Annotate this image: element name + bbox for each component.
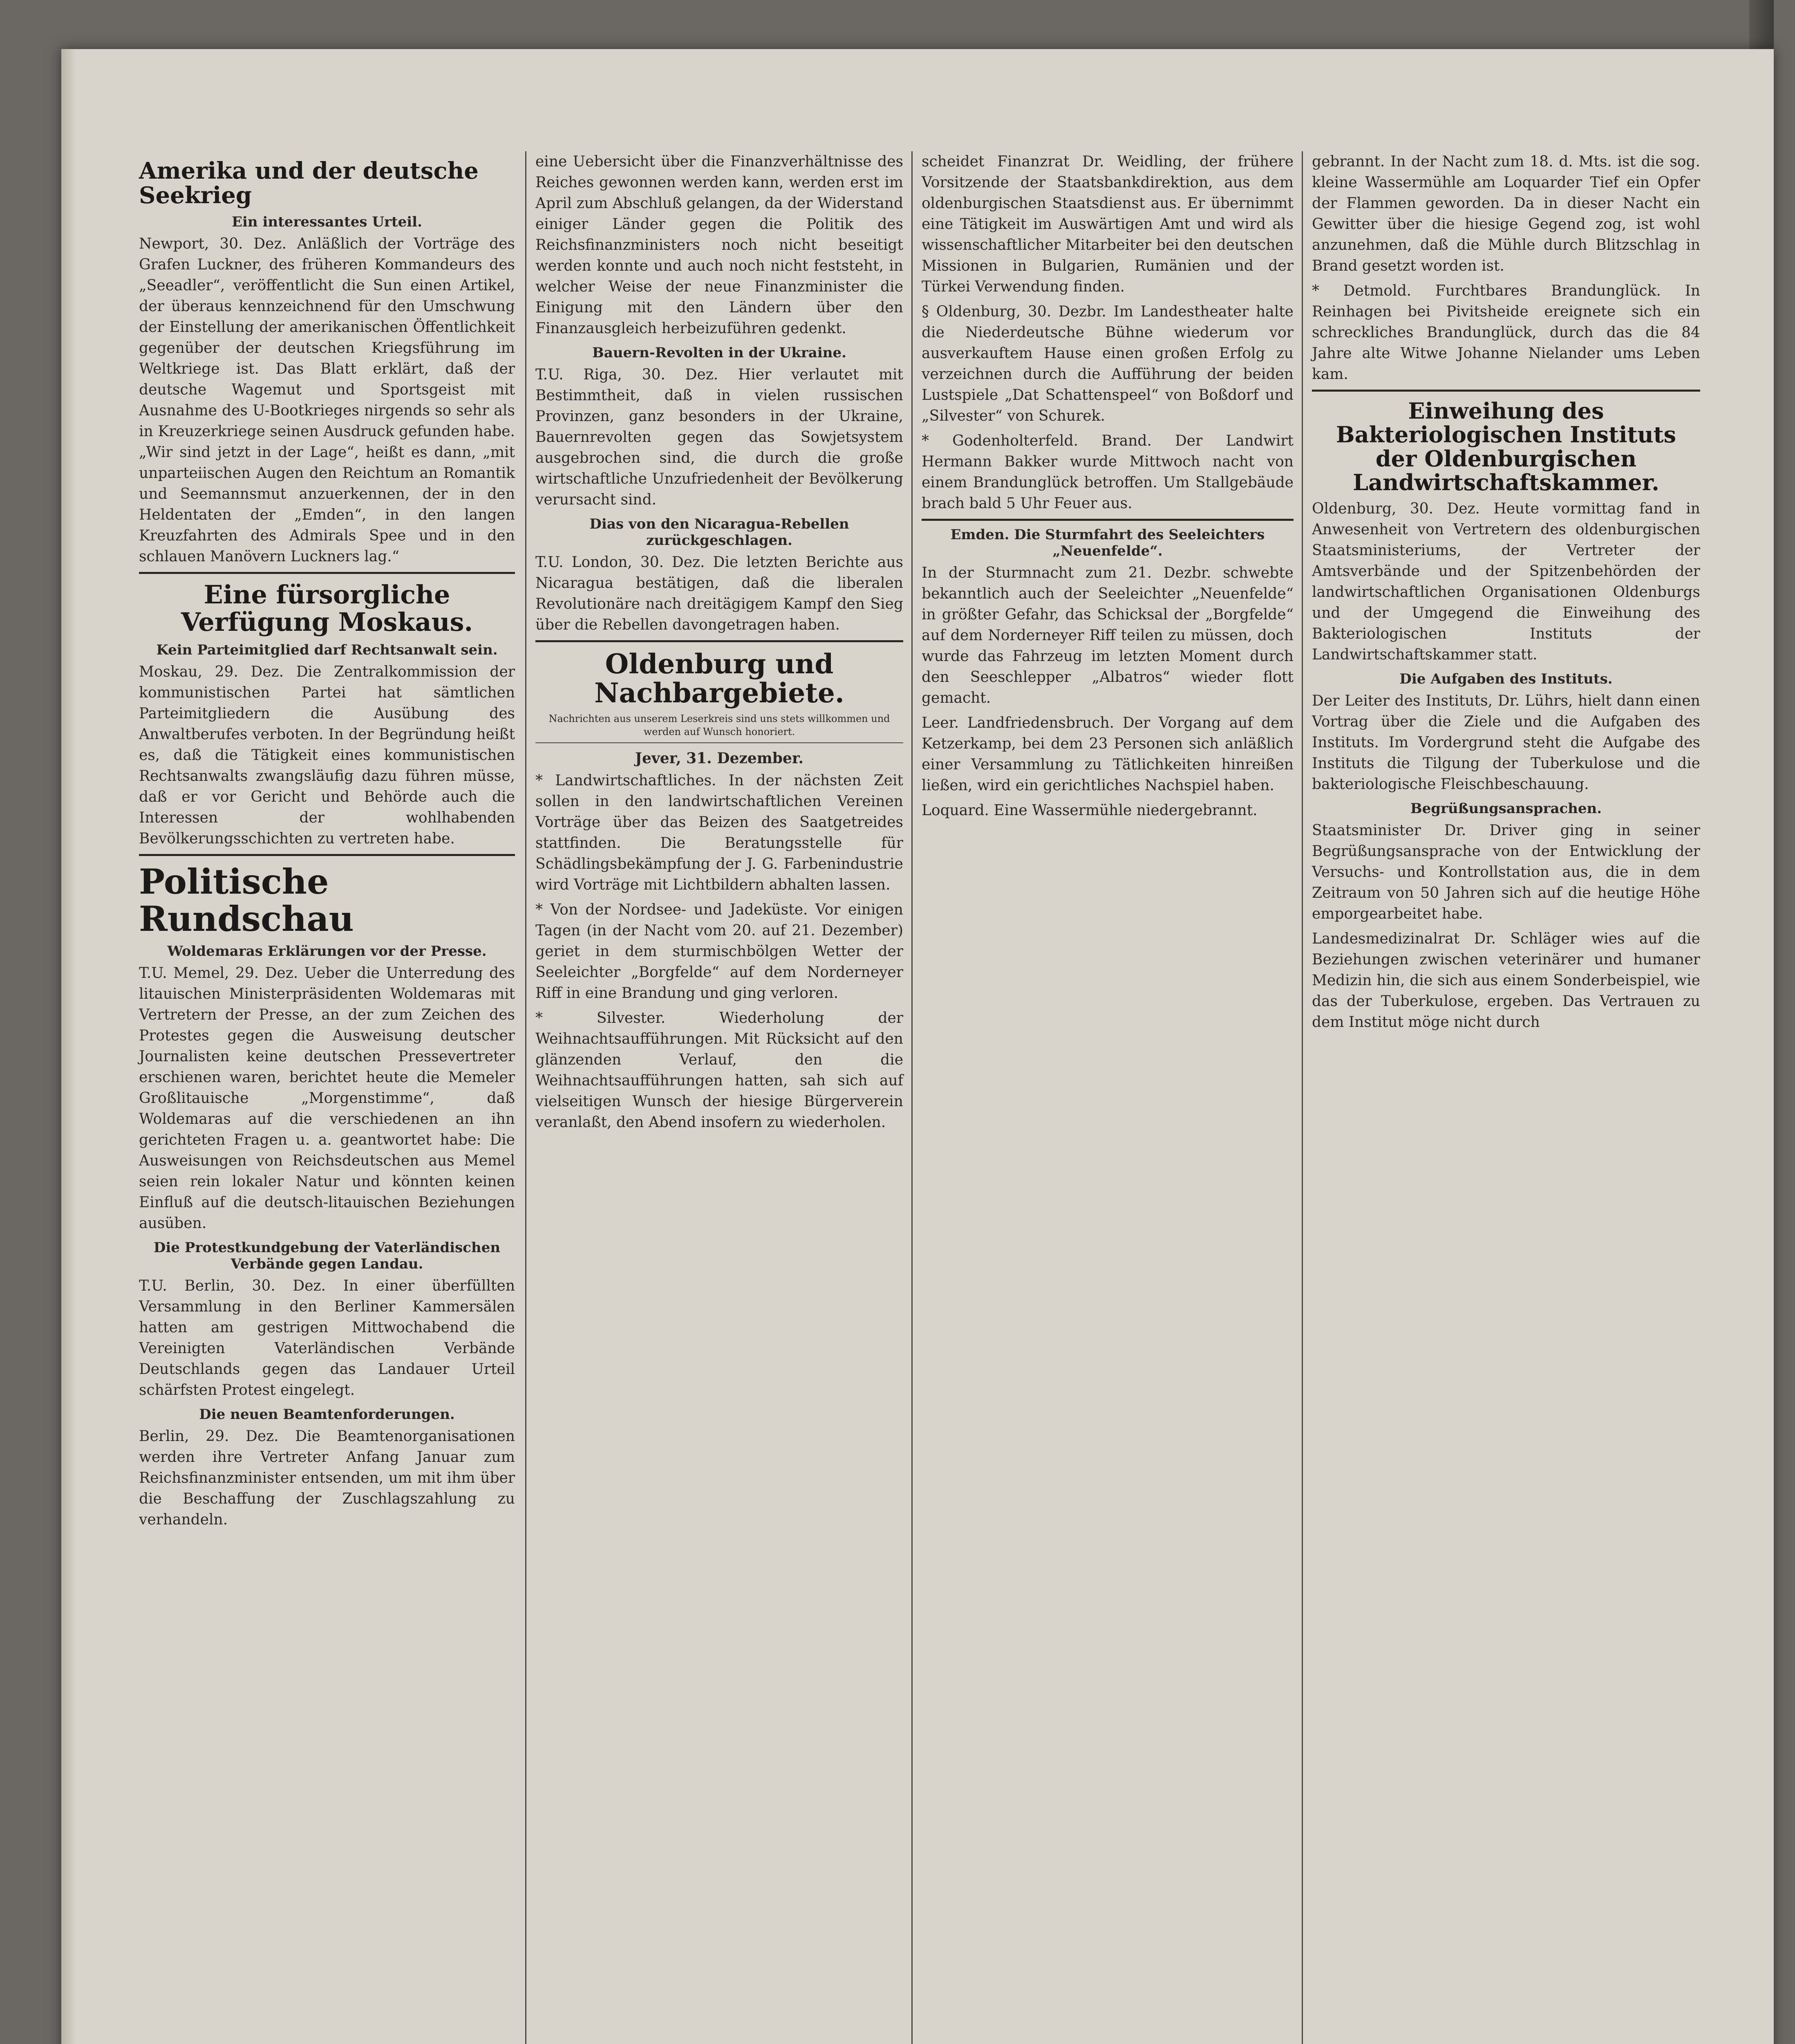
article-driver: Staatsminister Dr. Driver ging in seiner Begrüßungsansprache von der Entwicklung der Versuchs- und Kontrollstation aus, die in dem Zeitraum von 50 Jahren sich auf die heutige Höhe emporgearbeitet habe. [1312, 822, 1700, 923]
divider [922, 519, 1294, 521]
page-gutter [61, 49, 76, 2044]
article-berlin-protest: T.U. Berlin, 30. Dez. In einer überfüllten Versammlung in den Berliner Kammersälen hatten am gestrigen Mittwochabend die Vereinigten Vaterländischen Verbände Deutschlands gegen das Landauer Urteil schärfsten Protest eingelegt. [139, 1278, 515, 1399]
article-moskau: Moskau, 29. Dez. Die Zentralkommission der kommunistischen Partei hat sämtlichen Parteimitgliedern die Ausübung des Anwaltberufes verboten. In der Begründung heißt es, daß die Tätigkeit eines kommunistischen Rechtsanwalts zwangsläufig dazu führen müsse, daß er vor Gericht und Behörde auch die Interessen der wohlhabenden Bevölkerungsschichten zu vertreten habe. [139, 663, 515, 847]
headline-institut: Einweihung des Bakteriologischen Instituts der Oldenburgischen Landwirtschaftskammer. [1336, 398, 1676, 495]
subhead-begruessung: Begrüßungsansprachen. [1410, 800, 1602, 817]
subhead-woldemaras: Woldemaras Erklärungen vor der Presse. [167, 943, 487, 960]
article-leer: Leer. Landfriedensbruch. Der Vorgang auf dem Ketzerkamp, bei dem 23 Personen sich anläßlich einer Versammlung zu Tätlichkeiten hinreißen ließen, wird ein gerichtliches Nachspiel haben. [922, 715, 1294, 794]
dateline-jever: Jever, 31. Dezember. [635, 749, 804, 767]
headline-moskau: Eine fürsorgliche Verfügung Moskaus. [181, 579, 473, 637]
headline-rundschau: Politische Rundschau [139, 861, 354, 939]
article-emden: In der Sturmnacht zum 21. Dezbr. schwebte bekanntlich auch der Seeleichter „Neuenfelde“ in größter Gefahr, das Schicksal der „Borgfelde“ auf dem Norderneyer Riff teilen zu müssen, doch wurde das Fahrzeug im letzten Moment durch den Seeschlepper „Albatros“ wieder flott gemacht. [922, 565, 1294, 706]
article-finanzen: eine Uebersicht über die Finanzverhältnisse des Reiches gewonnen werden kann, werden erst im April zum Abschluß gelangen, da der Widerstand einiger Länder gegen die Politik des Reichsfinanzministers noch nicht beseitigt werden konnte und auch noch nicht feststeht, in welcher Weise der neue Finanzminister die Einigung mit den Ländern über den Finanzausgleich herbeizuführen gedenkt. [535, 153, 903, 337]
column-1 [139, 151, 515, 1534]
subhead-urteil: Ein interessantes Urteil. [232, 213, 422, 230]
article-seekrieg: Newport, 30. Dez. Anläßlich der Vorträge des Grafen Luckner, des früheren Kommandeurs des „Seeadler“, veröffentlicht die Sun einen Artikel, der überaus kennzeichnend für den Umschwung der Einstellung der amerikanischen Öffentlichkeit gegenüber der deutschen Kriegsführung im Weltkriege ist. Das Blatt erklärt, daß der deutsche Wagemut und Sportsgeist mit Ausnahme des U-Bootkrieges nirgends so sehr als in Kreuzerkriege seinen Ausdruck gefunden habe. „Wir sind jetzt in der Lage“, heißt es dann, „mit unparteiischen Augen den Reichtum an Romantik und Seemannsmut anzuerkennen, der in den Heldentaten der „Emden“, in den langen Kreuzfahrten des Admirals Spee und in den schlauen Manövern Luckners lag.“ [139, 235, 515, 565]
article-nicaragua: T.U. London, 30. Dez. Die letzten Berichte aus Nicaragua bestätigen, daß die liberalen Revolutionäre nach dreitägigem Kampf den Sieg über die Rebellen davongetragen haben. [535, 554, 903, 633]
divider [139, 572, 515, 574]
article-detmold: * Detmold. Furchtbares Brandunglück. In Reinhagen bei Pivitsheide ereignete sich ein schreckliches Brandunglück, durch das die 84 Jahre alte Witwe Johanne Nielander ums Leben kam. [1312, 282, 1700, 383]
article-institut: Oldenburg, 30. Dez. Heute vormittag fand in Anwesenheit von Vertretern des oldenburgischen Staatsministeriums, der Vertreter der Amtsverbände und der Spitzenbehörden der landwirtschaftlichen Organisationen Oldenburgs und der Umgegend die Einweihung des Bakteriologischen Instituts der Landwirtschaftskammer statt. [1312, 500, 1700, 663]
headline-oldenburg: Oldenburg und Nachbargebiete. [594, 648, 844, 709]
subhead-protest: Die Protestkundgebung der Vaterländischen Verbände gegen Landau. [153, 1239, 501, 1273]
article-ukraine: T.U. Riga, 30. Dez. Hier verlautet mit Bestimmtheit, daß in vielen russischen Provinzen, ganz besonders in der Ukraine, Bauernrevolten gegen das Sowjetsystem ausgebrochen sind, die durch die große wirtschaftliche Unzufriedenheit der Bevölkerung verursacht sind. [535, 366, 903, 508]
editor-note: Nachrichten aus unserem Leserkreis sind uns stets willkommen und werden auf Wunsch honoriert. [548, 713, 890, 737]
subhead-nicaragua: Dias von den Nicaragua-Rebellen zurückgeschlagen. [589, 516, 849, 549]
divider [535, 640, 903, 642]
column-2 [535, 151, 903, 1137]
headline-seekrieg: Amerika und der deutsche Seekrieg [139, 157, 479, 209]
subhead-ukraine: Bauern-Revolten in der Ukraine. [592, 345, 846, 361]
article-nordsee: * Von der Nordsee- und Jadeküste. Vor einigen Tagen (in der Nacht vom 20. auf 21. Dezember) geriet in dem sturmischbölgen Wetter der Seeleichter „Borgfelde“ auf dem Norderneyer Riff in eine Brandung und ging verloren. [535, 901, 903, 1002]
article-weidling: scheidet Finanzrat Dr. Weidling, der frühere Vorsitzende der Staatsbankdirektion, aus dem oldenburgischen Staatsdienst aus. Er übernimmt eine Tätigkeit im Auswärtigen Amt und wird als wissenschaftlicher Mitarbeiter bei den deutschen Missionen in Bulgarien, Rumänien und der Türkei Verwendung finden. [922, 153, 1294, 295]
article-schlaeger: Landesmedizinalrat Dr. Schläger wies auf die Beziehungen zwischen veterinärer und humaner Medizin hin, die sich aus einem Sonderbeispiel, wie das der Tuberkulose, ergeben. Das Vertrauen zu dem Institut möge nicht durch [1312, 930, 1700, 1031]
article-loquard: Loquard. Eine Wassermühle niedergebrannt. [922, 802, 1258, 819]
column-4 [1312, 151, 1700, 1037]
column-divider [525, 151, 526, 2044]
column-3 [922, 151, 1294, 825]
article-landwirtschaft: * Landwirtschaftliches. In der nächsten Zeit sollen in den landwirtschaftlichen Vereinen Vorträge über das Beizen des Saatgetreides stattfinden. Die Beratungsstelle für Schädlingsbekämpfung der J. G. Farbenindustrie wird Vorträge mit Lichtbildern abhalten lassen. [535, 772, 903, 893]
article-silvester: * Silvester. Wiederholung der Weihnachtsaufführungen. Mit Rücksicht auf den glänzenden Verlauf, den die Weihnachtsaufführungen hatten, sah sich auf vielseitigen Wunsch der hiesige Bürgerverein veranlaßt, den Abend insofern zu wiederholen. [535, 1009, 903, 1131]
article-aufgaben: Der Leiter des Instituts, Dr. Lührs, hielt dann einen Vortrag über die Ziele und die Aufgaben des Instituts. Im Vordergrund steht die Aufgabe des Instituts die Tilgung der Tuberkulose und die bakteriologische Fleischbeschauung. [1312, 693, 1700, 793]
article-landestheater: § Oldenburg, 30. Dezbr. Im Landestheater halte die Niederdeutsche Bühne wiederum vor ausverkauftem Hause einen großen Erfolg zu verzeichnen durch die Aufführung der beiden Lustspiele „Dat Schattenspeel“ von Boßdorf und „Silvester“ von Schurek. [922, 303, 1294, 424]
article-godenholterfeld: * Godenholterfeld. Brand. Der Landwirt Hermann Bakker wurde Mittwoch nacht von einem Brandunglück betroffen. Um Stallgebäude brach bald 5 Uhr Feuer aus. [922, 433, 1294, 512]
subhead-emden: Emden. Die Sturmfahrt des Seeleichters „Neuenfelde“. [950, 527, 1265, 559]
column-divider [1302, 151, 1303, 2044]
subhead-rechtsanwalt: Kein Parteimitglied darf Rechtsanwalt sein. [156, 641, 498, 658]
article-wassermuehle: gebrannt. In der Nacht zum 18. d. Mts. ist die sog. kleine Wassermühle am Loquarder Tief ein Opfer der Flammen geworden. Da in dieser Nacht ein Gewitter über die hiesige Gegend zog, ist wohl anzunehmen, daß die Mühle durch Blitzschlag in Brand gesetzt worden ist. [1312, 153, 1700, 274]
column-divider [911, 151, 913, 2044]
divider [1312, 390, 1700, 392]
divider [535, 742, 903, 743]
divider [139, 854, 515, 856]
article-memel: T.U. Memel, 29. Dez. Ueber die Unterredung des litauischen Ministerpräsidenten Woldemaras mit Vertretern der Presse, an der zum Zeichen des Protestes gegen die Ausweisung deutscher Journalisten keine deutschen Pressevertreter erschienen waren, berichtet heute die Memeler Großlitauische „Morgenstimme“, daß Woldemaras auf die verschiedenen an ihn gerichteten Fragen u. a. geantwortet habe: Die Ausweisungen von Reichsdeutschen aus Memel seien rein lokaler Natur und könnten keinen Einfluß auf die deutsch-litauischen Beziehungen ausüben. [139, 965, 515, 1232]
subhead-beamten: Die neuen Beamtenforderungen. [199, 1406, 455, 1423]
article-beamten: Berlin, 29. Dez. Die Beamtenorganisationen werden ihre Vertreter Anfang Januar zum Reichsfinanzminister entsenden, um mit ihm über die Beschaffung der Zuschlagszahlung zu verhandeln. [139, 1428, 515, 1529]
subhead-aufgaben: Die Aufgaben des Instituts. [1399, 671, 1613, 688]
